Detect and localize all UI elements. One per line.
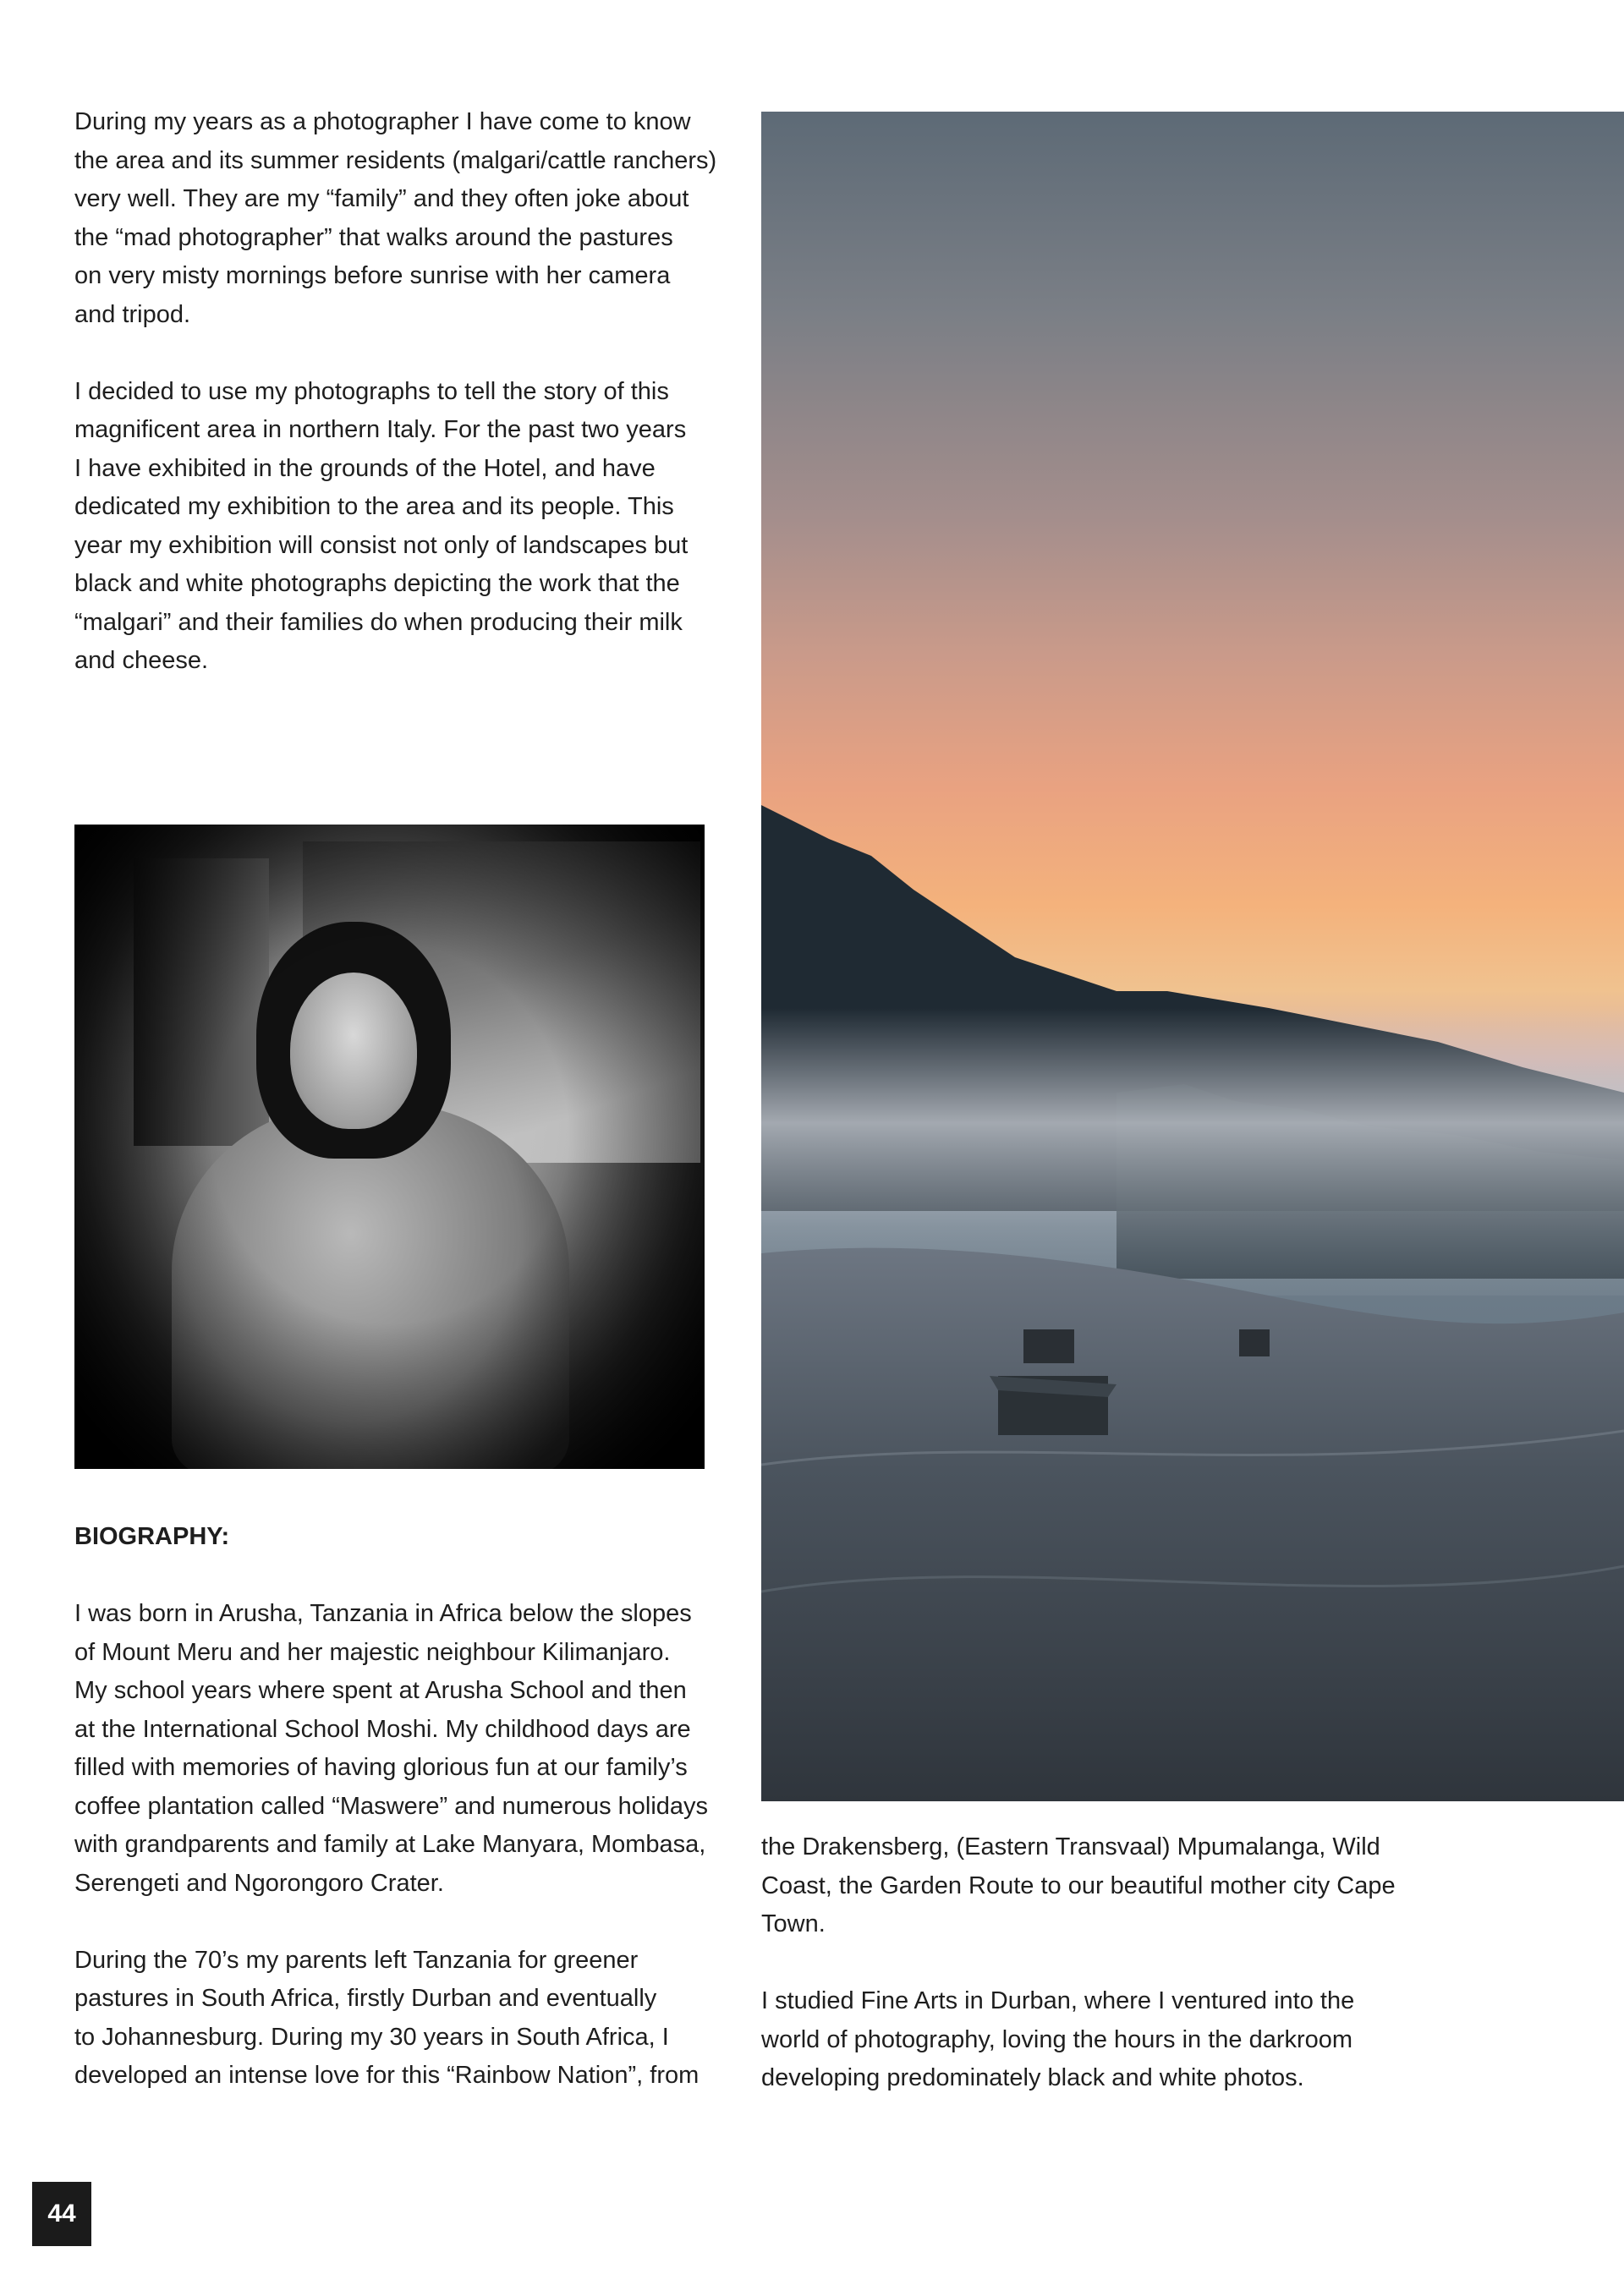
intro-paragraph-2: I decided to use my photographs to tell the story of this magnificent area in northern Italy. For the past two years I have exhibited in the grounds of the Hotel, and have dedicated my exhibition to the area and its people. This year my exhibition will consist not only of landscapes but black and white photographs depicting the work that the “malgari” and their families do when producing their milk and cheese. <box>74 377 689 674</box>
biography-paragraph-2: During the 70’s my parents left Tanzania for greener pastures in South Africa, firstly Durban and eventually to Johannesburg. During my 30 years in South Africa, I developed an intense love for this “Rainbow Nation”, from <box>74 1946 700 2089</box>
intro-paragraph-1: During my years as a photographer I have come to know the area and its summer residents (malgari/cattle ranchers) very well. They are my “family” and they often joke about the “mad photographer” that walks around the pastures on very misty mornings before sunrise with her camera and tripod. <box>74 108 717 328</box>
biography-continued-paragraph-1: the Drakensberg, (Eastern Transvaal) Mpumalanga, Wild Coast, the Garden Route to our beautiful mother city Cape Town. <box>761 1833 1396 1937</box>
page-number-badge <box>32 2182 91 2246</box>
intro-text-block <box>74 103 717 681</box>
meadow <box>761 1248 1624 1801</box>
landscape-illustration <box>761 112 1624 1801</box>
hut-1 <box>1023 1329 1074 1363</box>
biography-block <box>74 1518 717 2096</box>
biography-heading: BIOGRAPHY: <box>74 1523 230 1550</box>
biography-continued-paragraph-2: I studied Fine Arts in Durban, where I ventured into the world of photography, loving the hours in the darkroom developing predominately black and white photos. <box>761 1987 1355 2091</box>
landscape-photo <box>761 112 1624 1801</box>
biography-continued-block <box>761 1828 1421 2098</box>
portrait-photo <box>74 825 705 1469</box>
hut-3 <box>1239 1329 1270 1356</box>
page-number: 44 <box>47 2200 76 2228</box>
biography-paragraph-1: I was born in Arusha, Tanzania in Africa below the slopes of Mount Meru and her majestic neighbour Kilimanjaro. My school years where spent at Arusha School and then at the International School Moshi. My childhood days are filled with memories of having glorious fun at our family’s coffee plantation called “Maswere” and numerous holidays with grandparents and family at Lake Manyara, Mombasa, Serengeti and Ngorongoro Crater. <box>74 1600 709 1897</box>
portrait-vignette <box>74 825 705 1469</box>
